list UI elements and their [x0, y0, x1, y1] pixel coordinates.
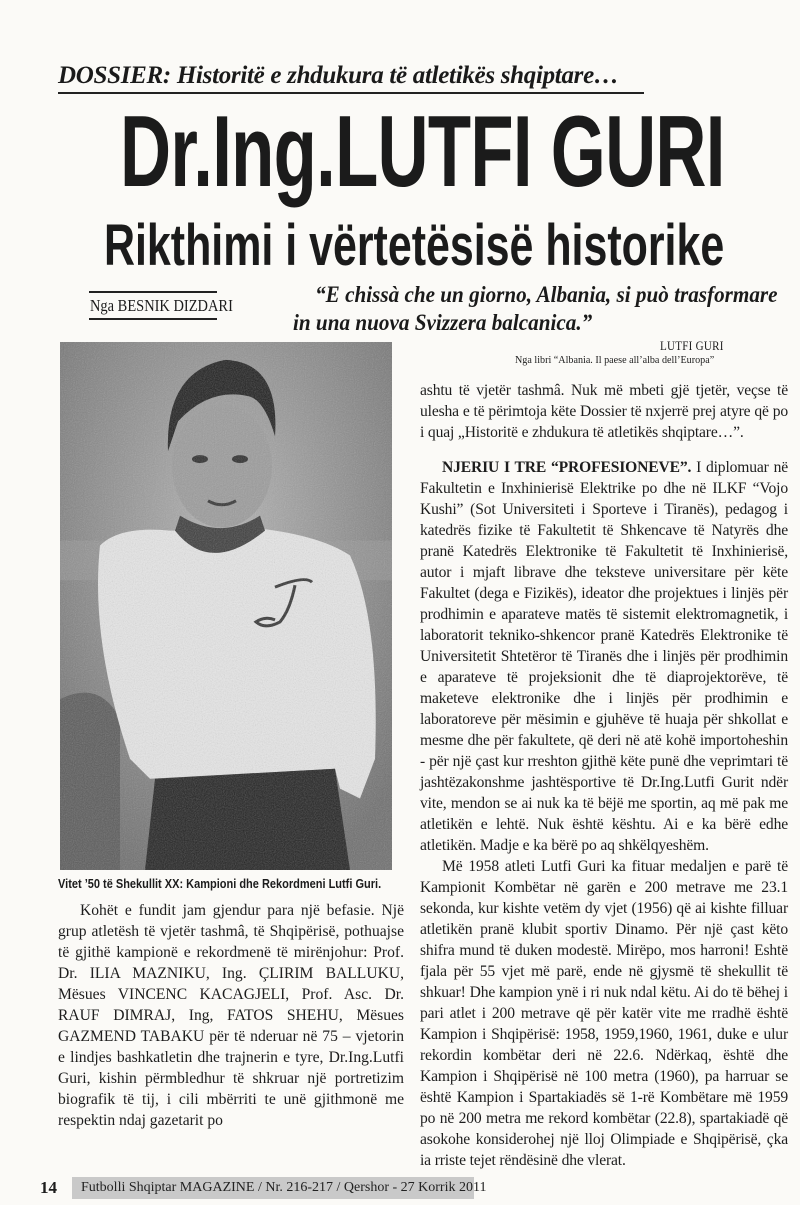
publication-footer: Futbolli Shqiptar MAGAZINE / Nr. 216-217 / Qershor - 27 Korrik 2011 [72, 1177, 474, 1199]
byline: Nga BESNIK DIZDARI [90, 296, 233, 315]
pull-quote-line-2: in una nuova Svizzera balcanica.” [293, 310, 593, 335]
article-column-right [420, 380, 788, 1171]
section-text: I diplomuar në Fakultetin e Inxhinierisë Elektrike po dhe në ILKF “Vojo Kushi” (Sot Universiteti i Sporteve i Tiranës), pedagog i katedrës fizike të Fakultetit të Shkencave të Natyrës dhe pranë Katedrës Elektronike të Fakultetit të Inxhinierisë, autor i mjaft librave dhe teksteve universitare për këte Fakultet (dega e Fizikës), ideator dhe projektues i linjës për prodhimin e aparateve matës të sistemit elektromagnetik, i laboratorit tekniko-shkencor pranë Katedrës Elektronike të Universitetit Shtetëror të Tiranës dhe i linjës për prodhimin e aparateve të projeksionit dhe të diaprojektorëve, të maketeve elektronike dhe i linjës për prodhimin e laboratoreve për mësimin e gjuhëve të huaja për shkollat e mesme dhe për fakultete, që deri në atë kohë importoheshin - për një çast kur rreshton gjithë këte punë dhe veprimtari të jashtëzakonshme jashtësportive të Dr.Ing.Lutfi Gurit ndër vite, mendon se ai nuk ka të bëjë me sportin, aq më pak me atletikën e lehtë. Nuk është kështu. Ai e ka bërë edhe atletikën. Madje e ka bërë po aq shkëlqyeshëm. [420, 459, 788, 854]
byline-rule-top [89, 291, 217, 293]
byline-rule-bottom [89, 318, 217, 320]
pull-quote [293, 281, 793, 337]
article-paragraph [420, 457, 788, 856]
portrait-photo-illustration [60, 342, 392, 870]
article-paragraph: ashtu të vjetër tashmâ. Nuk më mbeti gjë tjetër, veçse të ulesha e të përimtoja këte Dossier të nxjerrë prej atyre që po i quaj „Historitë e zhdukura të atletikës shqiptare…”. [420, 382, 788, 441]
pull-quote-line-1: “E chissà che un giorno, Albania, si può trasformare [315, 282, 778, 307]
kicker-underline [58, 92, 644, 94]
photo-caption: Vitet ’50 të Shekullit XX: Kampioni dhe Rekordmeni Lutfi Guri. [58, 877, 382, 891]
quote-source: Nga libri “Albania. Il paese all’alba dell’Europa” [515, 354, 715, 366]
portrait-photo [60, 342, 392, 870]
dossier-kicker: DOSSIER: Historitë e zhdukura të atletikës shqiptare… [58, 62, 619, 89]
section-lead-in: NJERIU I TRE “PROFESIONEVE”. [442, 459, 692, 476]
page-number: 14 [40, 1178, 57, 1197]
quote-author: LUTFI GURI [660, 338, 724, 353]
article-paragraph: Më 1958 atleti Lutfi Guri ka fituar medaljen e parë të Kampionit Kombëtar në garën e 200 metrave me 23.1 sekonda, kur kishte vetëm dy vjet (1956) që ai kishte filluar atletikën pranë klubit sportiv Dinamo. Për një çast këto shifra mund të duken modestë. Mirëpo, mos harroni! Eshtë fjala për 55 vjet më parë, ende në gjysmë të shekullit të shkuar! Dhe kampion ynë i ri nuk ndal këtu. Ai do të bëhej i pari atlet i 200 metrave që për katër vite me rradhë është Kampion i Shqipërisë: 1958, 1959,1960, 1961, duke e ulur rekordin kombëtar deri në 22.6. Ndërkaq, është dhe Kampion i Shqipërisë në 100 metra (1960), pa harruar se është Kampion i Spartakiadës së 1-rë Kombëtare më 1959 po në 200 metra me rekord kombëtar (22.8), spartakiadë që asokohe konsiderohej një lloj Olimpiade e Shqipërisë, çka ia rriste tejet rëndësinë dhe vlerat. [420, 858, 788, 1169]
article-column-left [58, 900, 404, 1131]
headline: Dr.Ing.LUTFI GURI [120, 96, 725, 208]
article-paragraph: Kohët e fundit jam gjendur para një befasie. Një grup atletësh të vjetër tashmâ, të Shqipërisë, pothuajse të gjithë kampionë e rekordmenë të mirënjohur: Prof. Dr. ILIA MAZNIKU, Ing. ÇLIRIM BALLUKU, Mësues VINCENC KACAGJELI, Prof. Asc. Dr. RAUF DIMRAJ, Ing, FATOS SHEHU, Mësues GAZMEND TABAKU për të nderuar në 75 – vjetorin e lindjes bashkatletin dhe trajnerin e tyre, Dr.Ing.Lutfi Guri, kishin përmbledhur të shkruar një portretizim biografik të tij, i cili mbërriti te unë gjithmonë me respektin ndaj gazetarit po [58, 902, 404, 1129]
subheadline: Rikthimi i vërtetësisë historike [104, 213, 725, 278]
